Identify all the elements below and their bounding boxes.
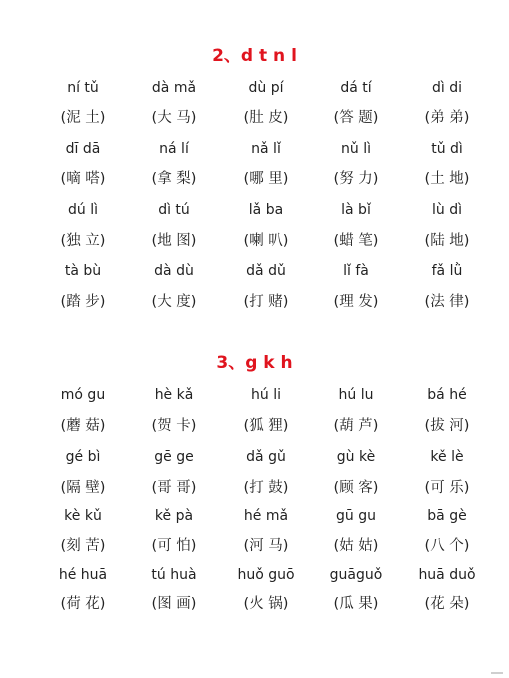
pinyin-row bbox=[0, 260, 509, 282]
hanzi-word: (独 立) bbox=[60, 233, 106, 249]
corner-mark bbox=[491, 672, 503, 674]
hanzi-word: (打 赌) bbox=[243, 294, 289, 310]
pinyin-row bbox=[0, 384, 509, 406]
pinyin-word: lǎ ba bbox=[248, 202, 284, 218]
pinyin-word: gé bì bbox=[65, 449, 101, 465]
pinyin-word: bá hé bbox=[427, 387, 467, 403]
hanzi-word: (理 发) bbox=[333, 294, 379, 310]
pinyin-row bbox=[0, 199, 509, 221]
pinyin-word: dú lì bbox=[68, 202, 98, 218]
hanzi-row bbox=[0, 415, 509, 437]
pinyin-word: dá tí bbox=[340, 80, 372, 96]
pinyin-word: dà mǎ bbox=[151, 80, 197, 96]
hanzi-word: (打 鼓) bbox=[243, 480, 289, 496]
pinyin-word: fǎ lǜ bbox=[431, 263, 463, 279]
pinyin-word: hè kǎ bbox=[154, 387, 194, 403]
pinyin-word: lù dì bbox=[432, 202, 462, 218]
pinyin-word: tà bù bbox=[64, 263, 102, 279]
hanzi-word: (荷 花) bbox=[60, 596, 106, 612]
pinyin-word: kě lè bbox=[430, 449, 464, 465]
pinyin-word: kè kǔ bbox=[64, 508, 102, 524]
hanzi-word: (努 力) bbox=[333, 171, 379, 187]
pinyin-word: hú li bbox=[251, 387, 281, 403]
hanzi-word: (狐 狸) bbox=[243, 418, 289, 434]
pinyin-word: hé huā bbox=[58, 567, 108, 583]
hanzi-word: (葫 芦) bbox=[333, 418, 379, 434]
pinyin-word: là bǐ bbox=[341, 202, 371, 218]
hanzi-word: (大 度) bbox=[151, 294, 197, 310]
pinyin-word: lǐ fà bbox=[343, 263, 369, 279]
pinyin-row bbox=[0, 446, 509, 468]
hanzi-row bbox=[0, 168, 509, 190]
hanzi-word: (可 乐) bbox=[424, 480, 470, 496]
hanzi-word: (答 题) bbox=[333, 110, 379, 126]
pinyin-word: dǎ gǔ bbox=[246, 449, 286, 465]
pinyin-word: hú lu bbox=[338, 387, 374, 403]
pinyin-word: mó gu bbox=[60, 387, 106, 403]
pinyin-word: dǎ dǔ bbox=[246, 263, 286, 279]
pinyin-word: gù kè bbox=[336, 449, 376, 465]
pinyin-word: huā duǒ bbox=[418, 567, 476, 583]
hanzi-word: (拔 河) bbox=[424, 418, 470, 434]
hanzi-row bbox=[0, 477, 509, 499]
pinyin-word: dà dù bbox=[154, 263, 194, 279]
pinyin-word: dì tú bbox=[158, 202, 190, 218]
hanzi-word: (河 马) bbox=[243, 538, 289, 554]
hanzi-word: (火 锅) bbox=[243, 596, 289, 612]
hanzi-row bbox=[0, 291, 509, 313]
hanzi-row bbox=[0, 535, 509, 557]
hanzi-word: (哥 哥) bbox=[151, 480, 197, 496]
pinyin-word: hé mǎ bbox=[243, 508, 289, 524]
pinyin-word: gū gu bbox=[336, 508, 376, 524]
pinyin-word: tú huà bbox=[151, 567, 197, 583]
pinyin-word: gē ge bbox=[154, 449, 194, 465]
pinyin-row bbox=[0, 564, 509, 586]
pinyin-word: dì di bbox=[431, 80, 462, 96]
pinyin-word: nǔ lì bbox=[341, 141, 371, 157]
hanzi-word: (图 画) bbox=[151, 596, 197, 612]
pinyin-row bbox=[0, 138, 509, 160]
pinyin-row bbox=[0, 505, 509, 527]
pinyin-word: huǒ guō bbox=[237, 567, 295, 583]
hanzi-word: (顾 客) bbox=[333, 480, 379, 496]
hanzi-word: (陆 地) bbox=[424, 233, 470, 249]
hanzi-word: (土 地) bbox=[424, 171, 470, 187]
hanzi-word: (法 律) bbox=[424, 294, 470, 310]
hanzi-word: (隔 壁) bbox=[60, 480, 106, 496]
hanzi-word: (花 朵) bbox=[424, 596, 470, 612]
pinyin-word: guāguǒ bbox=[329, 567, 383, 583]
hanzi-word: (踏 步) bbox=[60, 294, 106, 310]
hanzi-word: (地 图) bbox=[151, 233, 197, 249]
hanzi-word: (八 个) bbox=[424, 538, 470, 554]
hanzi-word: (嘀 嗒) bbox=[60, 171, 106, 187]
pinyin-word: bā gè bbox=[427, 508, 467, 524]
hanzi-word: (喇 叭) bbox=[243, 233, 289, 249]
hanzi-word: (哪 里) bbox=[243, 171, 289, 187]
hanzi-word: (大 马) bbox=[151, 110, 197, 126]
hanzi-word: (可 怕) bbox=[151, 538, 197, 554]
hanzi-word: (弟 弟) bbox=[424, 110, 470, 126]
hanzi-word: (贺 卡) bbox=[151, 418, 197, 434]
hanzi-row bbox=[0, 107, 509, 129]
pinyin-word: nǎ lǐ bbox=[251, 141, 281, 157]
pinyin-word: dù pí bbox=[248, 80, 284, 96]
hanzi-word: (姑 姑) bbox=[333, 538, 379, 554]
hanzi-word: (肚 皮) bbox=[243, 110, 289, 126]
hanzi-row bbox=[0, 230, 509, 252]
pinyin-word: ná lí bbox=[159, 141, 189, 157]
hanzi-row bbox=[0, 593, 509, 615]
pinyin-word: kě pà bbox=[154, 508, 194, 524]
hanzi-word: (蜡 笔) bbox=[333, 233, 379, 249]
pinyin-word: ní tǔ bbox=[67, 80, 99, 96]
hanzi-word: (泥 土) bbox=[60, 110, 106, 126]
pinyin-word: tǔ dì bbox=[431, 141, 463, 157]
pinyin-row bbox=[0, 77, 509, 99]
pinyin-word: dī dā bbox=[65, 141, 101, 157]
section-title-gkh: 3、g k h bbox=[216, 353, 293, 373]
hanzi-word: (拿 梨) bbox=[151, 171, 197, 187]
hanzi-word: (刻 苦) bbox=[60, 538, 106, 554]
hanzi-word: (蘑 菇) bbox=[60, 418, 106, 434]
section-title-dtnl: 2、d t n l bbox=[212, 46, 297, 66]
hanzi-word: (瓜 果) bbox=[333, 596, 379, 612]
